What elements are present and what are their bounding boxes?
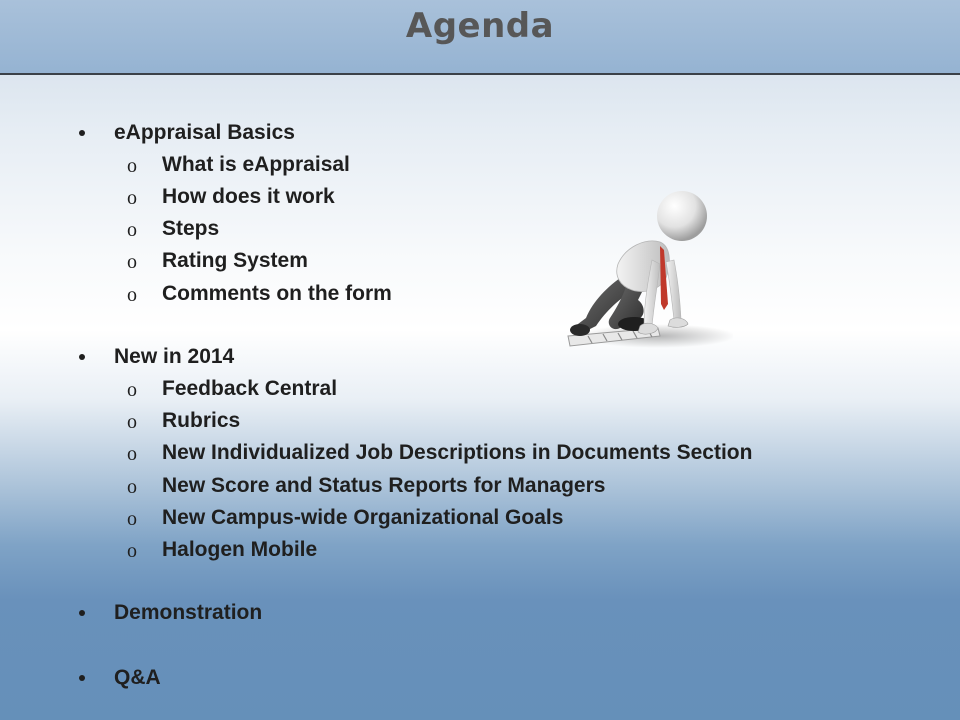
sub-bullet-icon: o: [127, 540, 137, 562]
agenda-subitem-label: New Campus-wide Organizational Goals: [162, 506, 564, 529]
sub-bullet-icon: o: [127, 443, 137, 465]
runner-start-figure-icon: [548, 186, 733, 366]
bullet-icon: [79, 354, 85, 360]
agenda-item-label: Q&A: [114, 666, 161, 689]
agenda-subitem-label: Steps: [162, 217, 220, 240]
slide-title: Agenda: [405, 6, 555, 46]
sub-bullet-icon: o: [127, 251, 137, 273]
agenda-subitem-label: New Score and Status Reports for Managers: [162, 474, 606, 497]
sub-bullet-icon: o: [127, 508, 137, 530]
agenda-subitem-label: Comments on the form: [162, 282, 392, 305]
sub-bullet-icon: o: [127, 284, 137, 306]
agenda-subitem-label: Rubrics: [162, 409, 241, 432]
agenda-subitem-label: What is eAppraisal: [162, 153, 350, 176]
sub-bullet-icon: o: [127, 476, 137, 498]
agenda-subitem-label: Halogen Mobile: [162, 538, 318, 561]
agenda-item-label: Demonstration: [114, 601, 263, 624]
sub-bullet-icon: o: [127, 155, 137, 177]
agenda-subitem-label: Rating System: [162, 249, 308, 272]
sub-bullet-icon: o: [127, 411, 137, 433]
sub-bullet-icon: o: [127, 219, 137, 241]
agenda-subitem-label: New Individualized Job Descriptions in Documents Section: [162, 441, 753, 464]
bullet-icon: [79, 610, 85, 616]
agenda-subitem-label: How does it work: [162, 185, 335, 208]
agenda-item-label: eAppraisal Basics: [114, 121, 295, 144]
bullet-icon: [79, 675, 85, 681]
agenda-item-label: New in 2014: [114, 345, 235, 368]
sub-bullet-icon: o: [127, 187, 137, 209]
bullet-icon: [79, 130, 85, 136]
sub-bullet-icon: o: [127, 379, 137, 401]
agenda-subitem-label: Feedback Central: [162, 377, 338, 400]
